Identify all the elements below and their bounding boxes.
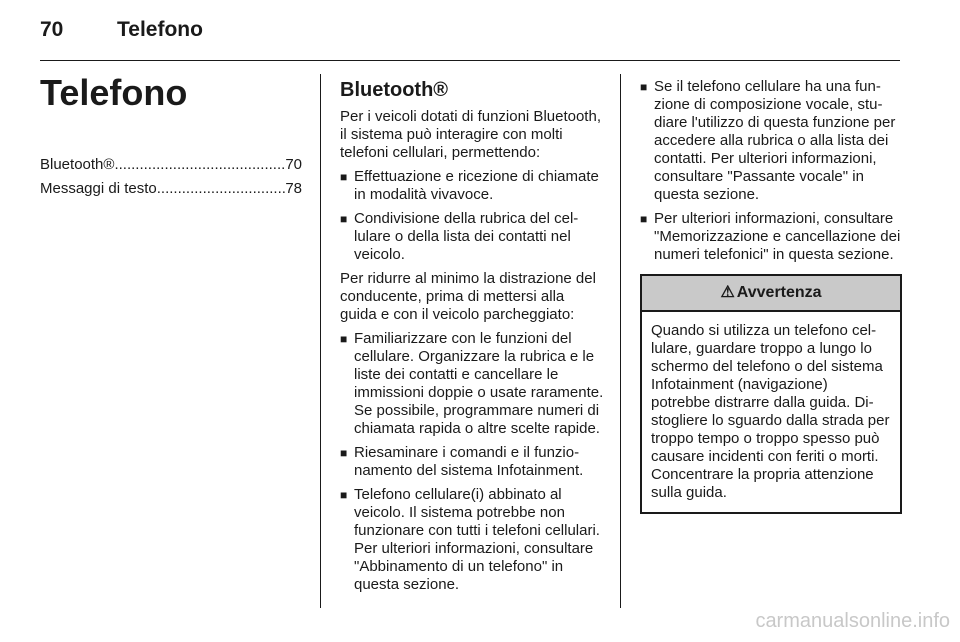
bullet-icon: ■: [340, 446, 348, 460]
toc-entry-label: Bluetooth®: [40, 156, 115, 173]
column-divider-2: [620, 74, 621, 608]
watermark: carmanualsonline.info: [755, 610, 950, 632]
toc-entry-page: 78: [285, 180, 302, 197]
warning-body: Quando si utilizza un telefono cellulare, guardare troppo a lungo lo schermo del telefono o del sistema Infotainment (navigazione) potrebbe distrarre dalla guida. Distogliere lo sguardo dalla strada per troppo tempo o troppo spesso può causare incidenti con feriti o morti. Concentrare la propria attenzione sulla guida.: [651, 322, 890, 501]
chapter-title: Telefono: [40, 72, 188, 113]
section-title: Bluetooth®: [340, 79, 449, 101]
running-title: Telefono: [117, 18, 203, 41]
toc-leader-dots: [114, 154, 285, 176]
warning-title: Avvertenza: [736, 284, 822, 301]
bluetooth-column: [340, 78, 604, 600]
warning-triangle-icon: ⚠: [720, 284, 735, 301]
warning-box: [640, 274, 902, 514]
toc-entry-messaggi[interactable]: [40, 178, 302, 200]
bullet-icon: ■: [340, 332, 348, 346]
list-item: ■ Riesaminare i comandi e il funzionamento del sistema Infotainment.: [340, 444, 584, 479]
warning-header: [642, 276, 900, 312]
header-rule: [40, 60, 900, 61]
toc-entry-bluetooth[interactable]: [40, 154, 302, 176]
intro-paragraph: Per i veicoli dotati di funzioni Bluetooth, il sistema può interagire con molti telefoni cellulari, permettendo:: [340, 108, 601, 161]
list-item: ■ Familiarizzare con le funzioni del cellulare. Organizzare la rubrica e le liste dei contatti e cancellare le immissioni doppie o usate raramente. Se possibile, programmare numeri di chiamata rapida o altre scelte rapide.: [340, 330, 604, 437]
list-item: ■ Se il telefono cellulare ha una funzione di composizione vocale, studiare l'utilizzo di questa funzione per accedere alla rubrica o alla lista dei contatti. Per ulteriori informazioni, consultare "Passante vocale" in questa sezione.: [640, 78, 896, 203]
bullet-icon: ■: [640, 80, 648, 94]
list-item: ■ Per ulteriori informazioni, consultare "Memorizzazione e cancellazione dei numeri telefonici" in questa sezione.: [640, 210, 901, 263]
tips-list: [340, 330, 604, 594]
feature-list: [340, 168, 604, 264]
bullet-icon: ■: [340, 488, 348, 502]
bullet-icon: ■: [640, 212, 648, 226]
list-item: ■ Telefono cellulare(i) abbinato al veicolo. Il sistema potrebbe non funzionare con tutti i telefoni cellulari. Per ulteriori informazioni, consultare "Abbinamento di un telefono" in questa sezione.: [340, 486, 600, 593]
bullet-icon: ■: [340, 170, 348, 184]
continuation-column: [640, 78, 902, 514]
toc-entry-page: 70: [285, 156, 302, 173]
column-divider-1: [320, 74, 321, 608]
toc-leader-dots: [157, 178, 286, 200]
list-item: ■ Effettuazione e ricezione di chiamate in modalità vivavoce.: [340, 168, 599, 203]
tips-list-continued: [640, 78, 902, 264]
list-item: ■ Condivisione della rubrica del cellulare o della lista dei contatti nel veicolo.: [340, 210, 579, 263]
page-number: 70: [40, 18, 64, 41]
toc-entry-label: Messaggi di testo: [40, 180, 157, 197]
bullet-icon: ■: [340, 212, 348, 226]
distraction-paragraph: Per ridurre al minimo la distrazione del conducente, prima di mettersi alla guida e con il veicolo parcheggiato:: [340, 270, 596, 323]
toc-column: [40, 72, 302, 202]
